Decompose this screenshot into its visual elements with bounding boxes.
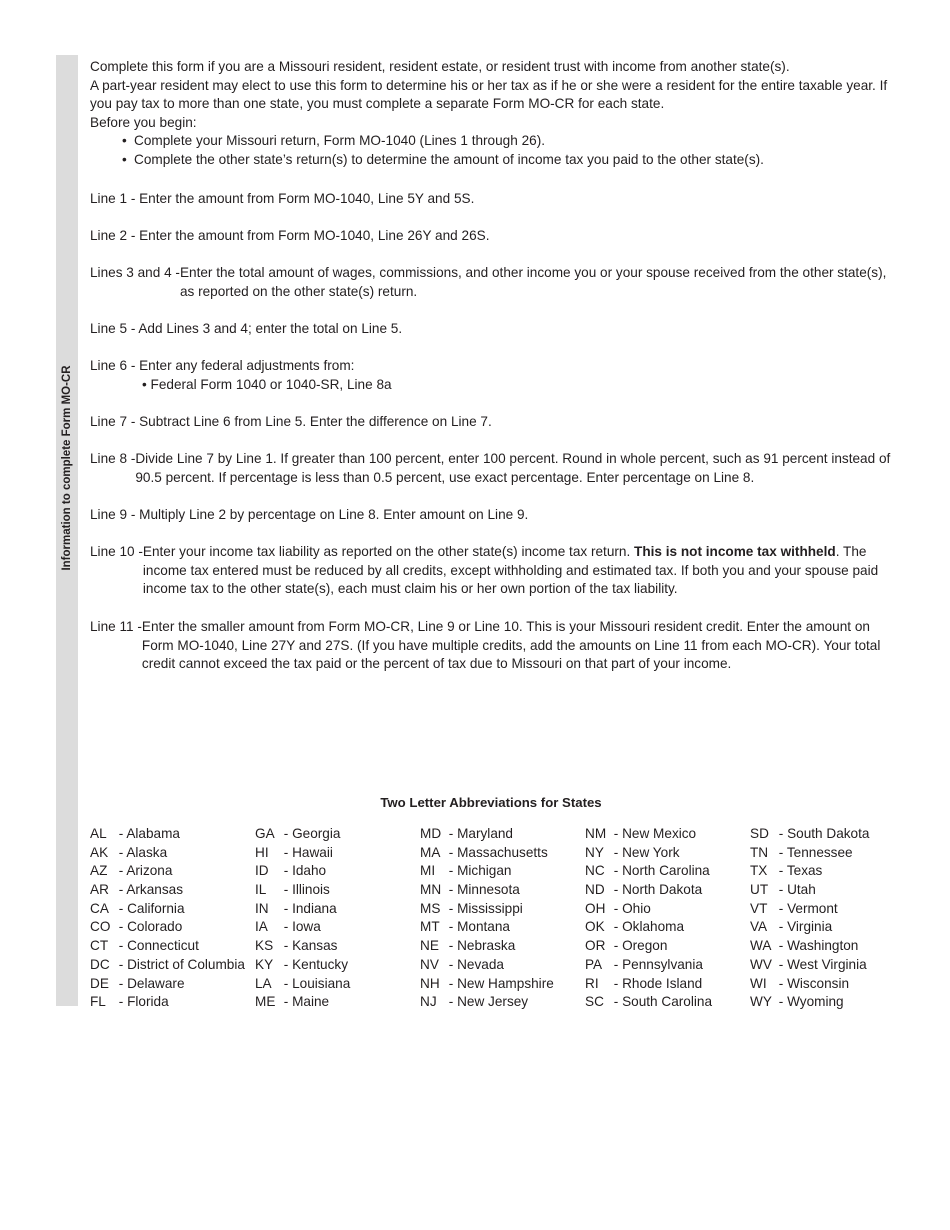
state-name: - South Carolina [613,994,713,1010]
state-entry [585,993,750,1012]
state-code: ME [255,994,276,1010]
intro-line-1: Complete this form if you are a Missouri resident, resident estate, or resident trust with income from another state(s). [90,59,790,74]
line-10-text-b: . The income tax entered must be reduced by all credits, except withholding and estimated tax. If both you and your spouse paid income tax to the other state(s), each must claim his or her own portion of the tax liability. [142,544,879,596]
state-code: MN [420,882,442,898]
state-name: - Connecticut [118,938,199,954]
line-6-subitem: • Federal Form 1040 or 1040-SR, Line 8a [142,376,392,392]
state-entry [255,937,420,956]
lines-3-4-instruction [90,264,900,301]
state-code: PA [585,956,603,972]
state-name: - Illinois [283,882,330,898]
state-name: - Georgia [283,826,341,841]
lines-3-4-text: Enter the total amount of wages, commissions, and other income you or your spouse received from the other state(s), as reported on the other state(s) return. [179,265,887,299]
state-code: AZ [90,863,108,879]
state-name: - Delaware [118,975,185,991]
line-10-instruction [90,543,895,599]
state-code: DE [90,975,109,991]
state-code: FL [90,994,106,1010]
state-name: - Tennessee [778,844,853,860]
state-name: - Indiana [283,900,337,916]
state-name: - California [118,900,185,916]
state-code: WA [750,938,772,954]
state-name: - Florida [118,994,169,1010]
state-entry [750,937,915,956]
state-name: - Iowa [283,919,321,935]
state-code: WV [750,956,772,972]
state-name: - Wyoming [778,994,844,1010]
line-7-instruction: Line 7 - Subtract Line 6 from Line 5. Enter the difference on Line 7. [90,414,492,429]
state-code: AR [90,882,109,898]
state-entry [90,862,255,881]
state-code: NV [420,956,439,972]
state-name: - Mississippi [448,900,523,916]
state-code: DC [90,956,110,972]
state-code: VT [750,900,768,916]
states-column [420,825,585,1012]
state-code: NE [420,938,439,954]
line-10-prefix: Line 10 - [90,544,143,559]
line-10-text-a: Enter your income tax liability as reported on the other state(s) income tax return. [142,544,635,559]
state-entry [585,881,750,900]
state-entry [255,900,420,919]
line-8-text: Divide Line 7 by Line 1. If greater than 100 percent, enter 100 percent. Round in whole percent, such as 91 percent instead of 90.5 percent. If percentage is less than 0.5 percent, use exact percentage. Enter percentage on Line 8. [135,451,891,485]
state-code: VA [750,919,768,935]
state-entry [750,975,915,994]
state-code: NM [585,826,607,841]
line-9-instruction: Line 9 - Multiply Line 2 by percentage on Line 8. Enter amount on Line 9. [90,507,529,522]
state-entry [420,844,585,863]
state-entry [90,993,255,1012]
state-name: - Kentucky [283,956,348,972]
state-name: - Alaska [118,844,168,860]
state-name: - Alabama [118,826,180,841]
state-code: LA [255,975,272,991]
state-entry [255,918,420,937]
state-entry [420,825,585,844]
state-name: - Ohio [613,900,651,916]
state-entry [420,862,585,881]
state-code: IN [255,900,269,916]
state-code: OK [585,919,605,935]
state-name: - Oregon [613,938,668,954]
state-entry [750,881,915,900]
state-entry [255,993,420,1012]
state-entry [750,993,915,1012]
state-code: MS [420,900,441,916]
state-entry [255,862,420,881]
state-entry [585,900,750,919]
state-code: NJ [420,994,437,1010]
state-name: - Minnesota [448,882,520,898]
lines-3-4-prefix: Lines 3 and 4 - [90,265,180,280]
state-name: - West Virginia [778,956,867,972]
state-code: MI [420,863,436,879]
state-entry [420,975,585,994]
line-5-instruction: Line 5 - Add Lines 3 and 4; enter the total on Line 5. [90,321,403,336]
state-name: - Arkansas [118,882,183,898]
state-code: MD [420,826,442,841]
line-1-instruction: Line 1 - Enter the amount from Form MO-1040, Line 5Y and 5S. [90,191,475,206]
line-11-instruction [90,618,900,674]
state-code: KY [255,956,274,972]
state-name: - South Dakota [778,826,870,841]
bullet-item: • Complete your Missouri return, Form MO-1040 (Lines 1 through 26). [90,132,900,151]
state-name: - North Carolina [613,863,710,879]
state-code: NC [585,863,605,879]
line-8-prefix: Line 8 - [90,451,136,466]
state-entry [420,937,585,956]
state-code: MA [420,844,441,860]
state-entry [585,844,750,863]
state-entry [255,956,420,975]
before-you-begin: Before you begin: [90,114,197,130]
state-name: - Kansas [283,938,338,954]
state-code: NH [420,975,440,991]
line-10-text [143,543,895,599]
state-code: WY [750,994,772,1010]
state-code: IL [255,882,267,898]
state-code: AL [90,826,107,841]
state-entry [750,825,915,844]
state-entry [420,993,585,1012]
state-entry [585,937,750,956]
state-entry [750,900,915,919]
state-entry [90,975,255,994]
state-code: RI [585,975,599,991]
state-entry [750,956,915,975]
bullet-item: • Complete the other state’s return(s) to determine the amount of income tax you paid to the other state(s). [90,151,900,170]
states-column [750,825,915,1012]
state-entry [420,900,585,919]
line-8-instruction [90,450,900,487]
state-entry [420,881,585,900]
state-name: - Colorado [118,919,183,935]
state-entry [90,900,255,919]
state-entry [585,862,750,881]
state-name: - Maine [283,994,330,1010]
state-name: - Wisconsin [778,975,850,991]
state-code: IA [255,919,268,935]
intro-line-2: A part-year resident may elect to use this form to determine his or her tax as if he or she were a resident for the entire taxable year. If you pay tax to more than one state, you must complete a separate Form MO-CR for each state. [90,77,888,111]
state-entry [90,937,255,956]
line-11-text: Enter the smaller amount from Form MO-CR, Line 9 or Line 10. This is your Missouri resident credit. Enter the amount on Form MO-1040, Line 27Y and 27S. (If you have multiple credits, add the amounts on Line 11 from each MO-CR). Your total credit cannot exceed the tax paid or the percent of tax due to Missouri on that part of your income. [141,619,881,671]
state-code: AK [90,844,109,860]
line-6-instruction: Line 6 - Enter any federal adjustments from: [90,358,355,373]
state-name: - North Dakota [613,882,703,898]
state-entry [585,975,750,994]
state-entry [90,918,255,937]
state-entry [585,956,750,975]
state-name: - New Mexico [613,826,697,841]
state-code: KS [255,938,274,954]
state-name: - Rhode Island [613,975,703,991]
state-code: CT [90,938,109,954]
state-name: - Pennsylvania [613,956,703,972]
state-entry [750,862,915,881]
line-11-prefix: Line 11 - [90,619,142,634]
state-entry [90,844,255,863]
state-code: TX [750,863,768,879]
state-code: OR [585,938,606,954]
state-entry [255,975,420,994]
state-name: - Utah [778,882,816,898]
state-code: SC [585,994,604,1010]
state-code: MT [420,919,440,935]
state-code: NY [585,844,604,860]
state-entry [90,881,255,900]
state-name: - Massachusetts [448,844,548,860]
state-code: SD [750,826,769,841]
state-code: UT [750,882,769,898]
state-entry [90,956,255,975]
state-entry [585,918,750,937]
state-code: WI [750,975,767,991]
state-entry [255,844,420,863]
state-entry [255,825,420,844]
state-name: - Nevada [448,956,504,972]
state-entry [750,918,915,937]
states-table-title: Two Letter Abbreviations for States [380,795,602,810]
state-name: - Michigan [448,863,512,879]
state-name: - Louisiana [283,975,351,991]
state-name: - Montana [448,919,510,935]
state-code: ID [255,863,269,879]
state-code: GA [255,826,275,841]
state-name: - Washington [778,938,859,954]
state-code: CO [90,919,111,935]
state-entry [750,844,915,863]
state-name: - District of Columbia [118,956,245,972]
line-10-bold-note: This is not income tax withheld [634,544,836,559]
state-code: CA [90,900,109,916]
state-name: - Hawaii [283,844,333,860]
state-name: - New York [613,844,680,860]
state-code: HI [255,844,269,860]
states-column [255,825,420,1012]
state-code: OH [585,900,606,916]
state-name: - Nebraska [448,938,516,954]
state-entry [255,881,420,900]
state-name: - New Jersey [448,994,529,1010]
state-name: - Oklahoma [613,919,685,935]
states-column [585,825,750,1012]
line-2-instruction: Line 2 - Enter the amount from Form MO-1040, Line 26Y and 26S. [90,228,490,243]
state-code: TN [750,844,769,860]
states-column [90,825,255,1012]
state-name: - Texas [778,863,823,879]
sidebar-label: Information to complete Form MO-CR [61,365,73,571]
state-name: - Vermont [778,900,838,916]
state-entry [420,918,585,937]
state-entry [90,825,255,844]
state-name: - Virginia [778,919,833,935]
bullet-list [90,132,900,169]
state-name: - Idaho [283,863,327,879]
state-entry [420,956,585,975]
state-code: ND [585,882,605,898]
state-name: - New Hampshire [448,975,554,991]
state-name: - Maryland [448,826,513,841]
state-name: - Arizona [118,863,173,879]
state-entry [585,825,750,844]
